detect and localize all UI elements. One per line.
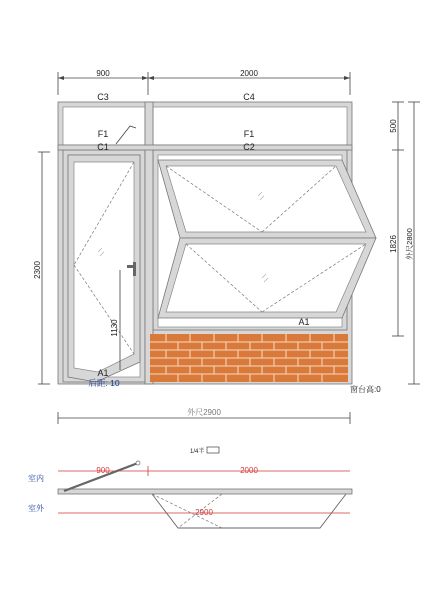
top-dim-left: 900	[96, 69, 110, 78]
bottom-width-dim	[58, 407, 350, 424]
plan-legend	[190, 447, 219, 455]
code-f1-right: F1	[243, 129, 255, 139]
plan-indoor: 室内	[28, 474, 44, 483]
code-c4: C4	[243, 92, 255, 102]
right-dims	[389, 102, 420, 384]
brick-wall	[150, 334, 348, 382]
plan-dim-left: 900	[96, 466, 110, 475]
left-door-sash	[68, 155, 140, 382]
left-height-dim	[33, 152, 50, 384]
door-handle	[133, 262, 136, 276]
right-casement-sash	[158, 160, 376, 318]
code-c2: C2	[243, 142, 255, 152]
top-dim-right: 2000	[240, 69, 258, 78]
code-f1-left: F1	[97, 129, 109, 139]
plan-dim-right: 2000	[240, 466, 258, 475]
outer-height: 外尺2800	[405, 228, 414, 260]
right-dim-top: 500	[389, 119, 398, 133]
plan-outdoor: 室外	[28, 504, 44, 513]
code-c1: C1	[97, 142, 109, 152]
plan-legend-text: 1/4半	[190, 449, 205, 455]
left-height: 2300	[33, 261, 42, 279]
code-c3: C3	[97, 92, 109, 102]
code-a1-right: A1	[298, 317, 310, 327]
handle-height: 1130	[110, 319, 119, 337]
right-dim-bottom: 1826	[389, 235, 398, 253]
plan-dim-total: 2900	[195, 508, 213, 517]
bottom-width: 外尺2900	[187, 408, 221, 417]
code-a1-left: A1	[97, 368, 109, 378]
offset-label: 后距: 10	[88, 378, 120, 388]
sill-height: 窗台高:0	[350, 385, 381, 394]
